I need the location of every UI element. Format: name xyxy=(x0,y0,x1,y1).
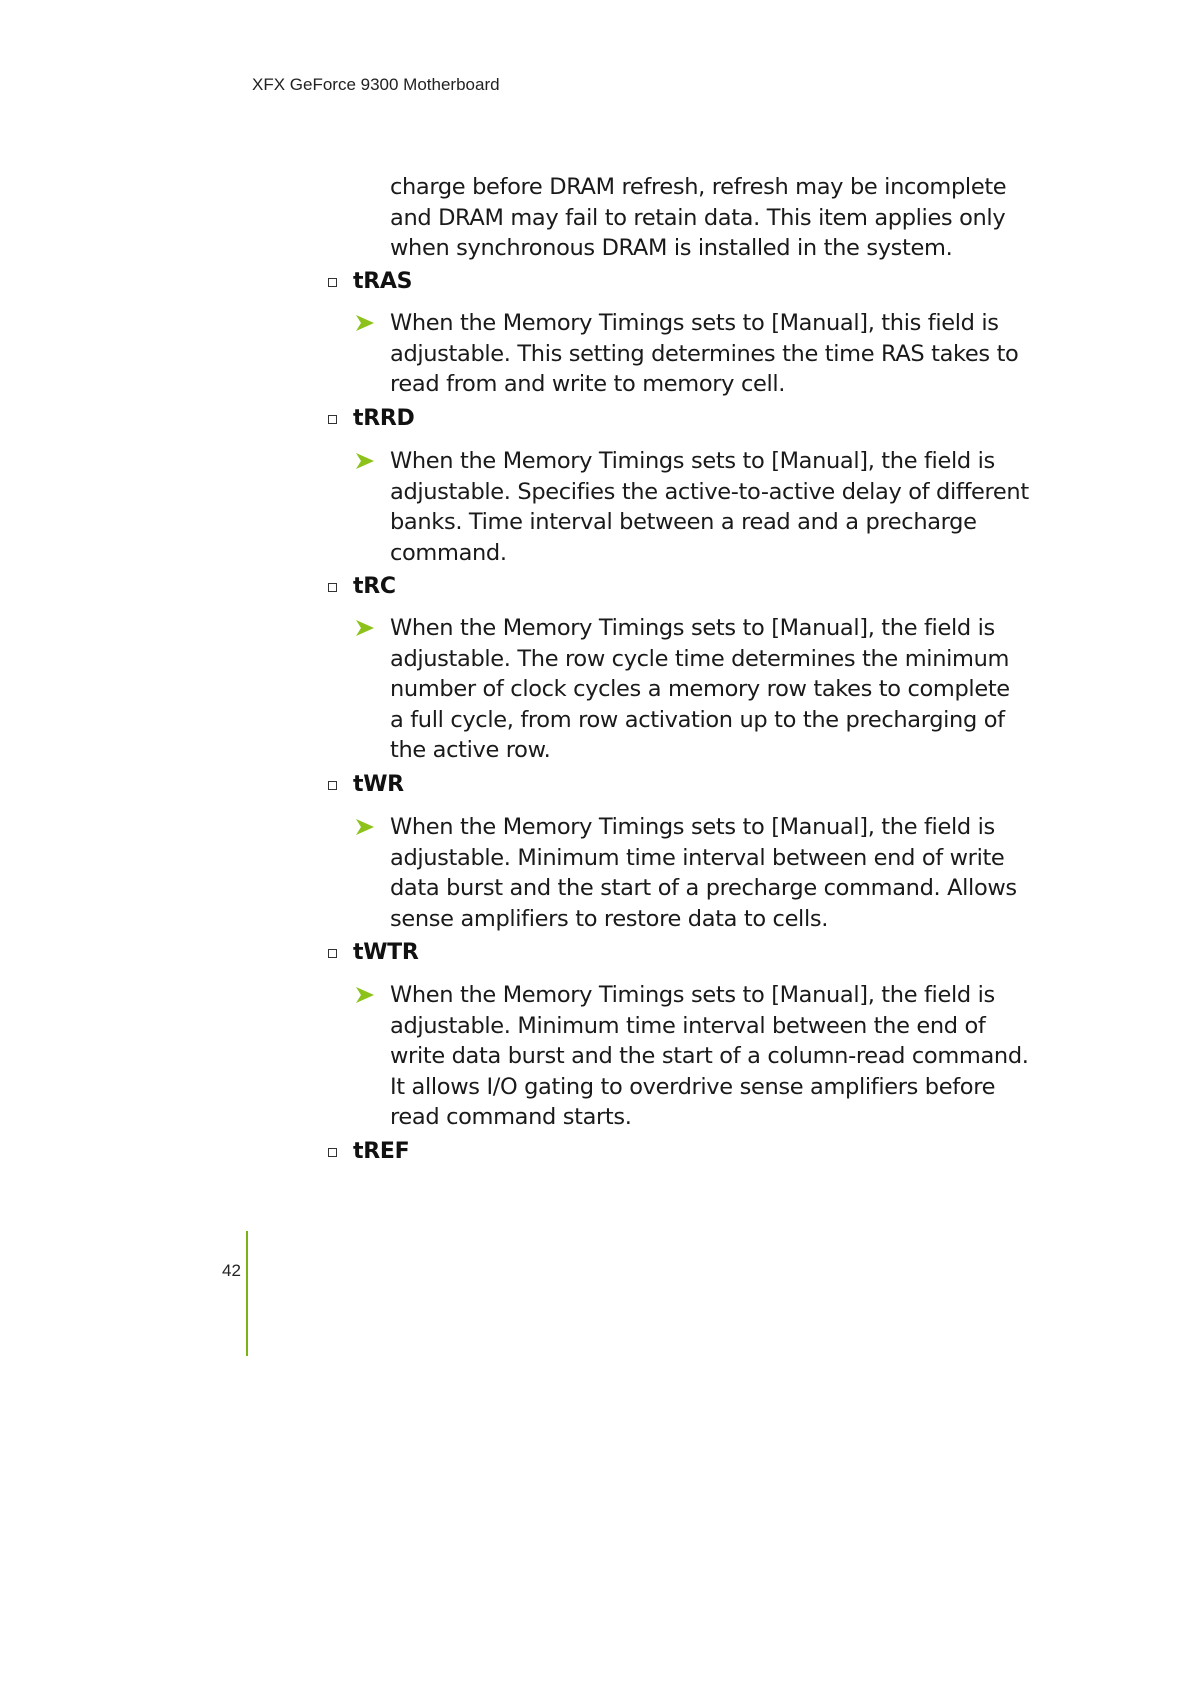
arrow-bullet-icon xyxy=(354,313,376,333)
square-bullet-icon xyxy=(328,583,337,592)
section-title: tRAS xyxy=(353,269,413,294)
section-heading-tref xyxy=(326,1139,409,1164)
arrow-bullet-icon xyxy=(354,985,376,1005)
page-margin-rule xyxy=(246,1231,248,1356)
square-bullet-icon xyxy=(328,781,337,790)
page-number: 42 xyxy=(222,1261,241,1280)
section-heading-trc xyxy=(326,574,396,599)
section-title: tRRD xyxy=(353,406,415,431)
square-bullet-icon xyxy=(328,949,337,958)
square-bullet-icon xyxy=(328,278,337,287)
section-heading-tras xyxy=(326,269,412,294)
section-heading-twtr xyxy=(326,940,419,965)
section-title: tWR xyxy=(353,772,404,797)
square-bullet-icon xyxy=(328,1148,337,1157)
arrow-bullet-icon xyxy=(354,817,376,837)
section-description: When the Memory Timings sets to [Manual], the field is adjustable. Minimum time interval between end of write data burst and the start of a precharge command. Allows sense amplifiers to restore data to cells. xyxy=(390,814,1017,932)
square-bullet-icon xyxy=(328,415,337,424)
arrow-bullet-icon xyxy=(354,618,376,638)
section-description: When the Memory Timings sets to [Manual], the field is adjustable. Minimum time interval between the end of write data burst and the start of a column-read command. It allows I/O gating to overdrive sense amplifiers before read command starts. xyxy=(390,982,1029,1130)
section-title: tRC xyxy=(353,574,396,599)
section-title: tWTR xyxy=(353,940,419,965)
section-heading-trrd xyxy=(326,406,414,431)
section-heading-twr xyxy=(326,772,404,797)
intro-paragraph: charge before DRAM refresh, refresh may be incomplete and DRAM may fail to retain data. This item applies only when synchronous DRAM is installed in the system. xyxy=(390,174,1007,261)
section-description: When the Memory Timings sets to [Manual], the field is adjustable. Specifies the active-to-active delay of different banks. Time interval between a read and a precharge command. xyxy=(390,448,1029,566)
section-description: When the Memory Timings sets to [Manual], the field is adjustable. The row cycle time determines the minimum number of clock cycles a memory row takes to complete a full cycle, from row activation up to the precharging of the active row. xyxy=(390,615,1010,763)
arrow-bullet-icon xyxy=(354,451,376,471)
running-header: XFX GeForce 9300 Motherboard xyxy=(252,75,500,94)
section-title: tREF xyxy=(353,1139,410,1164)
section-description: When the Memory Timings sets to [Manual], this field is adjustable. This setting determines the time RAS takes to read from and write to memory cell. xyxy=(390,310,1019,397)
